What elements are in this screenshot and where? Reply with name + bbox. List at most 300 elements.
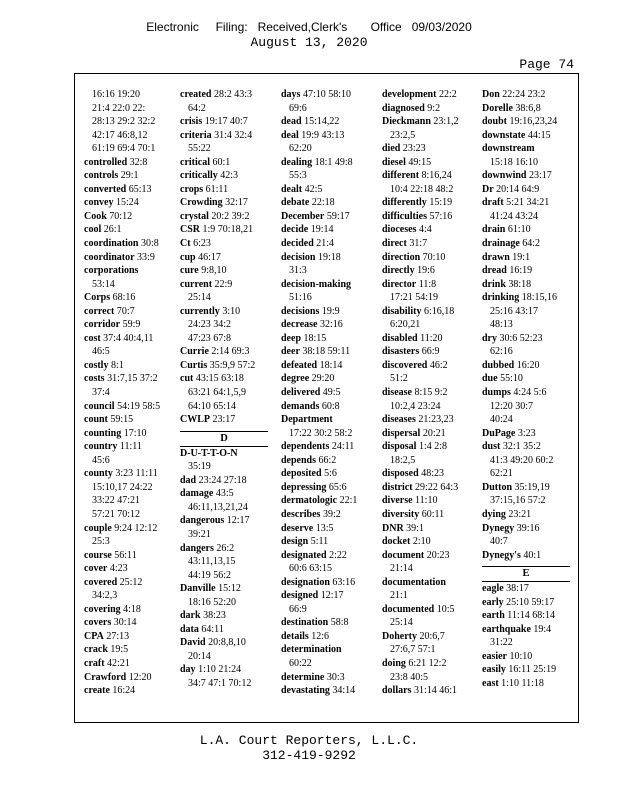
- index-entry: [281, 251, 369, 265]
- index-term: dealing: [281, 156, 313, 168]
- index-references: 49:15: [405, 156, 432, 168]
- index-entry: [180, 264, 268, 278]
- index-references: 38:6,8: [512, 102, 541, 114]
- index-term: DNR: [382, 522, 404, 534]
- index-references: 56:11: [111, 549, 137, 561]
- index-continuation: 51:16: [289, 292, 312, 304]
- index-entry: [180, 514, 268, 528]
- index-references: 21:4: [313, 238, 335, 250]
- index-entry: [84, 427, 172, 441]
- index-entry: [180, 223, 268, 237]
- index-entry: [482, 223, 570, 237]
- index-references: 15:14,22: [301, 116, 340, 128]
- index-entry: [382, 630, 470, 644]
- index-term: dying: [482, 508, 506, 520]
- index-entry: [84, 183, 172, 197]
- index-entry: [482, 609, 570, 623]
- index-continuation: 12:20 30:7: [490, 400, 534, 412]
- index-references: 46:17: [195, 251, 221, 263]
- index-term: currently: [180, 305, 220, 317]
- index-term: Don: [482, 89, 500, 100]
- index-term: Dr: [482, 183, 494, 195]
- index-term: Cook: [84, 210, 107, 222]
- index-references: 29:20: [309, 373, 335, 385]
- index-references: 25:10 59:17: [503, 596, 555, 608]
- index-entry: [482, 623, 570, 637]
- index-entry: [382, 169, 470, 183]
- index-entry: [281, 549, 369, 563]
- index-term: decide: [281, 224, 309, 236]
- index-entry: [281, 494, 369, 508]
- index-references: 63:16: [329, 576, 356, 588]
- index-references: 19:9 43:13: [298, 129, 345, 141]
- index-term: development: [382, 89, 437, 100]
- page-number: Page 74: [519, 57, 574, 72]
- index-term: current: [180, 278, 213, 290]
- index-references: 1:10 21:24: [195, 664, 242, 676]
- index-entry: [84, 400, 172, 414]
- index-continuation: 64:10 65:14: [188, 400, 237, 412]
- index-entry: [382, 102, 470, 116]
- index-references: 59:15: [107, 414, 134, 426]
- index-term: Currie: [180, 346, 209, 358]
- index-entry: [382, 413, 470, 427]
- index-term: determine: [281, 671, 325, 683]
- index-term: dangers: [180, 542, 214, 554]
- index-term: Ct: [180, 238, 191, 250]
- index-term: demands: [281, 400, 320, 412]
- index-entry: [482, 508, 570, 522]
- index-entry: [281, 115, 369, 129]
- index-term: drawn: [482, 251, 510, 263]
- section-letter: E: [482, 566, 570, 581]
- index-references: 43:5: [213, 488, 234, 500]
- index-references: 20:6,7: [417, 630, 445, 642]
- index-entry: [281, 467, 369, 481]
- index-term: diversity: [382, 508, 420, 520]
- index-entry: [180, 156, 268, 170]
- index-entry: [382, 481, 470, 495]
- index-term: days: [281, 89, 301, 100]
- index-continuation: 53:14: [92, 278, 115, 290]
- index-entry: [382, 508, 470, 522]
- index-entry: [382, 88, 470, 102]
- index-references: 42:5: [302, 183, 323, 195]
- index-entry: [382, 210, 470, 224]
- index-entry: [382, 305, 470, 319]
- index-references: 15:19: [426, 197, 453, 209]
- index-references: 19:4: [530, 623, 552, 635]
- index-references: 59:9: [120, 319, 141, 331]
- index-term: criteria: [180, 129, 212, 141]
- index-references: 70:10: [420, 251, 446, 263]
- index-continuation: 21:1: [390, 590, 408, 602]
- index-references: 3:10: [219, 305, 241, 317]
- index-entry: [382, 657, 470, 671]
- index-continuation: 46:11,13,21,24: [188, 501, 248, 513]
- index-references: 64:2: [519, 238, 541, 250]
- index-entry: [382, 535, 470, 549]
- index-entry: [84, 576, 172, 590]
- index-term: designed: [281, 590, 319, 602]
- index-term: controlled: [84, 156, 128, 168]
- index-entry: [382, 332, 470, 346]
- index-references: 22:2: [436, 89, 457, 100]
- index-entry: [482, 677, 570, 691]
- index-references: 64:11: [198, 623, 224, 635]
- index-references: 47:10 58:10: [300, 89, 352, 100]
- index-references: 5:21 34:21: [503, 197, 550, 209]
- index-continuation: 40:7: [490, 536, 508, 548]
- index-term: disasters: [382, 346, 420, 358]
- index-references: 8:15 9:2: [412, 387, 448, 399]
- index-entry: [281, 210, 369, 224]
- index-references: 4:4: [416, 224, 432, 236]
- index-entry: [482, 481, 570, 495]
- index-entry: [180, 372, 268, 386]
- index-references: 3:23 11:11: [112, 468, 158, 480]
- index-continuation: 34:7 47:1 70:12: [188, 677, 252, 689]
- index-references: 39:1: [403, 522, 424, 534]
- index-term: document: [382, 549, 425, 561]
- index-references: 18:15,16: [519, 292, 558, 304]
- index-term: decisions: [281, 305, 320, 317]
- index-term: data: [180, 623, 199, 635]
- index-continuation: 60:6 63:15: [289, 563, 333, 575]
- index-references: 32:17: [222, 197, 248, 209]
- index-term: direct: [382, 238, 407, 250]
- index-references: 30:14: [111, 617, 137, 629]
- index-references: 37:4 40:4,11: [100, 332, 154, 344]
- index-entry: [84, 549, 172, 563]
- index-term: disposal: [382, 441, 417, 453]
- index-entry: [84, 657, 172, 671]
- index-term: disposed: [382, 468, 419, 480]
- index-continuation: 24:23 34:2: [188, 319, 232, 331]
- index-term: deserve: [281, 522, 314, 534]
- index-references: 16:11 25:19: [505, 664, 557, 676]
- index-references: 61:10: [505, 224, 531, 236]
- index-entry: [84, 291, 172, 305]
- index-entry: [482, 251, 570, 265]
- index-entry: [84, 169, 172, 183]
- index-entry: [84, 372, 172, 386]
- index-entry: [84, 237, 172, 251]
- index-entry: [281, 413, 369, 427]
- index-references: 26:2: [213, 542, 235, 554]
- index-entry: [84, 413, 172, 427]
- index-references: 8:1: [108, 359, 124, 371]
- index-term: details: [281, 630, 309, 642]
- index-references: 46:2: [427, 359, 448, 371]
- index-term: council: [84, 400, 115, 412]
- index-term: east: [482, 677, 499, 689]
- index-entry: [382, 359, 470, 373]
- index-references: 30:6 52:23: [497, 332, 543, 344]
- index-references: 43:15 63:18: [193, 373, 244, 385]
- reporter-company: L.A. Court Reporters, L.L.C.: [199, 733, 419, 748]
- index-term: devastating: [281, 685, 330, 697]
- index-entry: [281, 535, 369, 549]
- index-references: 20:8,8,10: [205, 637, 246, 649]
- index-references: 6:23: [190, 238, 211, 250]
- index-term: corporations: [84, 265, 139, 277]
- index-continuation: 25:3: [92, 536, 110, 548]
- index-entry: [281, 345, 369, 359]
- index-references: 19:1: [509, 251, 531, 263]
- index-term: costs: [84, 373, 105, 385]
- index-references: 49:5: [320, 387, 341, 399]
- index-term: deal: [281, 129, 299, 141]
- index-term: diagnosed: [382, 102, 425, 114]
- index-entry: [281, 359, 369, 373]
- index-term: discovered: [382, 359, 428, 371]
- index-term: Dutton: [482, 481, 513, 493]
- index-entry: [281, 223, 369, 237]
- index-term: Dorelle: [482, 102, 513, 114]
- index-term: documentation: [382, 576, 446, 588]
- index-references: 29:1: [118, 170, 139, 182]
- index-term: correct: [84, 305, 115, 317]
- index-entry: [482, 332, 570, 346]
- index-entry: [382, 115, 470, 129]
- index-term: day: [180, 664, 196, 676]
- index-entry: [84, 359, 172, 373]
- index-references: 15:12: [215, 583, 241, 595]
- index-entry: [482, 427, 570, 441]
- index-term: decided: [281, 238, 314, 250]
- index-continuation: 44:19 56:2: [188, 569, 232, 581]
- index-references: 6:21 12:2: [405, 657, 447, 669]
- index-entry: [84, 630, 172, 644]
- index-references: 20:21: [420, 427, 446, 439]
- index-entry: [382, 156, 470, 170]
- index-continuation: 46:5: [92, 346, 110, 358]
- index-entry: [180, 623, 268, 637]
- index-references: 9:8,10: [198, 265, 227, 277]
- index-references: 38:17: [503, 583, 529, 595]
- index-references: 17:10: [121, 427, 147, 439]
- index-entry: [180, 542, 268, 556]
- index-references: 30:3: [324, 671, 345, 683]
- index-term: crisis: [180, 116, 203, 128]
- index-entry: [482, 549, 570, 563]
- index-term: covering: [84, 603, 121, 615]
- index-term: docket: [382, 536, 411, 548]
- index-term: dead: [281, 116, 302, 128]
- index-references: 44:15: [525, 129, 551, 141]
- index-entry: [84, 332, 172, 346]
- index-references: 19:18: [315, 251, 341, 263]
- index-column-3: [281, 88, 369, 698]
- index-term: dealt: [281, 183, 303, 195]
- index-entry: [482, 237, 570, 251]
- index-column-5: [482, 88, 570, 691]
- index-entry: [180, 345, 268, 359]
- index-references: 19:17 40:7: [202, 116, 248, 128]
- index-references: 23:21: [505, 508, 532, 520]
- index-references: 5:6: [321, 468, 337, 480]
- index-continuation: 6:20,21: [390, 319, 421, 331]
- index-references: 23:24 27:18: [196, 474, 247, 486]
- index-references: 32:8: [127, 156, 148, 168]
- index-entry: [180, 237, 268, 251]
- index-continuation: 35:19: [188, 461, 211, 473]
- index-term: depends: [281, 454, 317, 466]
- index-term: Department: [281, 414, 333, 426]
- index-term: Corps: [84, 292, 111, 304]
- index-continuation: 42:17 46:8,12: [92, 129, 148, 141]
- index-continuation: 31:22: [490, 637, 513, 649]
- index-term: craft: [84, 657, 105, 669]
- index-term: due: [482, 373, 498, 385]
- index-references: 48:23: [418, 468, 444, 480]
- index-term: drink: [482, 278, 506, 290]
- index-references: 25:12: [117, 576, 143, 588]
- index-continuation: 48:13: [490, 319, 513, 331]
- index-continuation: 10:2,4 23:24: [390, 400, 441, 412]
- index-references: 61:11: [203, 183, 229, 195]
- index-term: designated: [281, 549, 327, 561]
- index-term: country: [84, 441, 118, 453]
- index-term: Dynegy's: [482, 549, 521, 561]
- index-entry: [180, 169, 268, 183]
- index-term: district: [382, 481, 413, 493]
- index-references: 34:14: [329, 685, 356, 697]
- index-entry: [84, 264, 172, 278]
- index-term: costly: [84, 359, 109, 371]
- index-term: dangerous: [180, 515, 225, 527]
- index-references: 38:23: [200, 610, 226, 622]
- index-references: 31:7: [406, 238, 428, 250]
- index-references: 4:23: [107, 563, 128, 575]
- index-term: Crawford: [84, 671, 127, 683]
- index-term: designation: [281, 576, 330, 588]
- index-entry: [382, 237, 470, 251]
- index-continuation: 47:23 67:8: [188, 332, 232, 344]
- index-continuation: 20:14: [188, 650, 211, 662]
- index-references: 1:9 70:18,21: [200, 224, 254, 236]
- index-entry: [382, 684, 470, 698]
- index-term: disease: [382, 387, 412, 399]
- index-entry: [281, 630, 369, 644]
- index-entry: [84, 616, 172, 630]
- index-term: CWLP: [180, 414, 210, 426]
- index-frame: [74, 73, 579, 723]
- index-term: dust: [482, 441, 501, 453]
- index-term: dioceses: [382, 224, 417, 236]
- index-continuation: 60:22: [289, 657, 312, 669]
- index-references: 12:17: [318, 590, 344, 602]
- index-entry: [382, 549, 470, 563]
- index-entry: [180, 210, 268, 224]
- index-continuation: 25:14: [390, 617, 413, 629]
- index-entry: [84, 305, 172, 319]
- index-entry: [482, 115, 570, 129]
- index-references: 1:4 2:8: [416, 441, 448, 453]
- index-term: direction: [382, 251, 421, 263]
- index-term: DuPage: [482, 427, 516, 439]
- index-term: deer: [281, 346, 300, 358]
- transcript-date: August 13, 2020: [250, 35, 368, 50]
- index-term: dread: [482, 265, 507, 277]
- index-references: 12:17: [224, 515, 250, 527]
- index-term: create: [84, 685, 110, 697]
- index-references: 2:22: [326, 549, 347, 561]
- index-entry: [84, 156, 172, 170]
- index-entry: [84, 440, 172, 454]
- index-references: 9:24 12:12: [111, 522, 158, 534]
- index-entry: [180, 487, 268, 501]
- index-references: 38:18 59:11: [299, 346, 351, 358]
- index-references: 30:8: [138, 238, 159, 250]
- index-references: 31:14 46:1: [411, 685, 458, 697]
- index-term: drainage: [482, 238, 520, 250]
- index-entry: [482, 264, 570, 278]
- index-term: dark: [180, 610, 201, 622]
- index-term: doubt: [482, 116, 508, 128]
- index-continuation: 45:6: [92, 454, 110, 466]
- index-references: 13:5: [313, 522, 334, 534]
- index-continuation: 34:2,3: [92, 590, 118, 602]
- index-entry: [84, 643, 172, 657]
- index-continuation: 25:16 43:17: [490, 305, 539, 317]
- index-references: 35:19,19: [512, 481, 550, 493]
- index-entry: [84, 671, 172, 685]
- index-entry: [84, 562, 172, 576]
- index-references: 23:23: [400, 143, 426, 155]
- index-references: 39:16: [514, 522, 540, 534]
- index-references: 15:24: [113, 197, 139, 209]
- index-entry: [382, 386, 470, 400]
- index-entry: [482, 183, 570, 197]
- index-term: critical: [180, 156, 210, 168]
- index-term: cost: [84, 332, 101, 344]
- index-entry: [84, 210, 172, 224]
- index-references: 29:22 64:3: [412, 481, 459, 493]
- index-term: dependents: [281, 441, 330, 453]
- index-references: 10:10: [507, 650, 533, 662]
- index-references: 12:20: [126, 671, 152, 683]
- index-entry: [281, 481, 369, 495]
- index-term: CSR: [180, 224, 201, 236]
- index-references: 8:16,24: [419, 170, 452, 182]
- index-references: 40:1: [520, 549, 542, 561]
- index-term: dubbed: [482, 359, 515, 371]
- section-letter: D: [180, 431, 268, 446]
- index-references: 10:5: [434, 603, 455, 615]
- index-continuation: 69:6: [289, 102, 307, 114]
- index-continuation: 27:6,7 57:1: [390, 644, 436, 656]
- index-entry: [180, 609, 268, 623]
- index-continuation: 37:4: [92, 387, 110, 399]
- index-entry: [84, 467, 172, 481]
- index-references: 18:1 49:8: [312, 156, 353, 168]
- index-continuation: 64:2: [188, 102, 206, 114]
- index-entry: [382, 223, 470, 237]
- index-references: 18:15: [301, 332, 327, 344]
- index-entry: [180, 129, 268, 143]
- index-term: course: [84, 549, 112, 561]
- index-term: diseases: [382, 414, 416, 426]
- index-entry: [281, 671, 369, 685]
- index-entry: [482, 129, 570, 143]
- index-references: 9:2: [424, 102, 441, 114]
- index-term: created: [180, 89, 212, 100]
- index-entry: [382, 467, 470, 481]
- index-entry: [84, 318, 172, 332]
- index-references: 39:2: [320, 508, 341, 520]
